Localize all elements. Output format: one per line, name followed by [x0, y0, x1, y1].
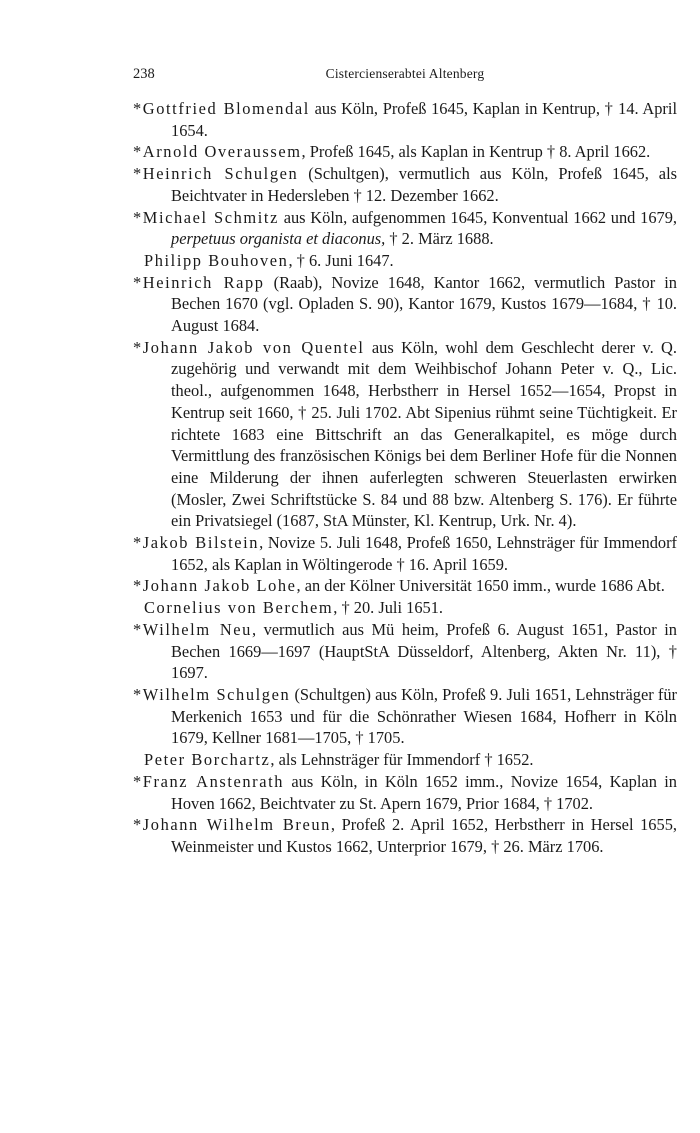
entry-text: aus Köln, aufgenommen 1645, Konventual 1662 und 1679,	[278, 207, 677, 227]
entry-text: , † 20. Juli 1651.	[333, 598, 444, 618]
entry-text: (Raab), Novize 1648, Kantor 1662, vermutlich Pastor in Bechen 1670 (vgl. Opladen S. 90), Kantor 1679, Kustos 1679—1684, † 10. August 1684.	[171, 272, 677, 336]
entry-name: *Johann Wilhelm Breun	[133, 815, 331, 835]
entry	[133, 771, 677, 814]
page-number: 238	[133, 66, 155, 82]
entry-text: , Profeß 1645, als Kaplan in Kentrup † 8. April 1662.	[301, 142, 651, 162]
page-header	[133, 66, 677, 86]
entry-name: *Gottfried Blomendal	[133, 99, 310, 118]
entry-text: , Profeß 2. April 1652, Herbstherr in Hersel 1655, Weinmeister und Kustos 1662, Unterprior 1679, † 26. März 1706.	[171, 815, 677, 856]
entry	[133, 163, 677, 206]
entry	[133, 575, 677, 597]
entry-text: , Novize 5. Juli 1648, Profeß 1650, Lehnsträger für Immendorf 1652, als Kaplan in Wöltingerode † 16. April 1659.	[171, 533, 677, 574]
entry-text: aus Köln, Profeß 1645, Kaplan in Kentrup, † 14. April 1654.	[171, 99, 677, 140]
entry	[133, 684, 677, 749]
running-title: Cistercienserabtei Altenberg	[325, 66, 485, 81]
entry-italic-text: perpetuus organista et diaconus,	[171, 229, 386, 249]
entry-name: *Heinrich Rapp	[133, 272, 265, 292]
entry-name: *Wilhelm Neu	[133, 619, 252, 639]
entry-text: (Schultgen), vermutlich aus Köln, Profeß 1645, als Beichtvater in Hedersleben † 12. Dezember 1662.	[171, 164, 677, 205]
entry	[133, 141, 677, 163]
entry	[133, 532, 677, 575]
entry	[133, 98, 677, 141]
entry-name: *Heinrich Schulgen	[133, 164, 299, 184]
entry	[133, 250, 677, 272]
entry-name: Cornelius von Berchem	[144, 598, 334, 618]
entry-text: aus Köln, in Köln 1652 imm., Novize 1654, Kaplan in Hoven 1662, Beichtvater zu St. Apern 1679, Prior 1684, † 1702.	[171, 771, 677, 813]
entry	[133, 337, 677, 532]
entry-text: (Schultgen) aus Köln, Profeß 9. Juli 1651, Lehnsträger für Merkenich 1653 und für die Schönrather Wiesen 1684, Hofherr in Köln 1679, Kellner 1681—1705, † 1705.	[171, 684, 677, 748]
entry-name: *Jakob Bilstein	[133, 533, 260, 553]
entry-text: , † 6. Juni 1647.	[288, 250, 394, 270]
entry	[133, 597, 677, 619]
entry-name: *Michael Schmitz	[133, 207, 279, 227]
entry-name: *Johann Jakob von Quentel	[133, 337, 365, 357]
entry-text: , an der Kölner Universität 1650 imm., wurde 1686 Abt.	[296, 576, 665, 596]
entry-text: , vermutlich aus Mü heim, Profeß 6. August 1651, Pastor in Bechen 1669—1697 (HauptStA Düsseldorf, Altenberg, Akten Nr. 11), † 1697.	[171, 619, 677, 683]
entry-name: *Wilhelm Schulgen	[133, 684, 291, 704]
monk-entries	[133, 98, 677, 858]
entry-name: *Arnold Overaussem	[133, 142, 302, 162]
entry-name: *Franz Anstenrath	[133, 771, 285, 791]
entry	[133, 207, 677, 250]
entry-text-continued: † 2. März 1688.	[385, 229, 494, 249]
entry-text: , als Lehnsträger für Immendorf † 1652.	[270, 750, 534, 770]
entry-name: Philipp Bouhoven	[144, 250, 289, 270]
entry-text: aus Köln, wohl dem Geschlecht derer v. Q. zugehörig und verwandt mit dem Weihbischof Johann Peter v. Q., Lic. theol., aufgenommen 1648, Herbstherr in Hersel 1652—1654, Propst in Kentrup seit 1660, † 25. Juli 1702. Abt Sipenius rühmt seine Tüchtigkeit. Er richtete 1683 eine Bittschrift an das Generalkapitel, es möge durch Vermittlung des französischen Königs bei dem Berliner Hofe für die Nonnen eine Milderung der ihnen auferlegten schweren Steuerlasten erwirken (Mosler, Zwei Schriftstücke S. 84 und 88 bzw. Altenberg S. 176). Er führte ein Privatsiegel (1687, StA Münster, Kl. Kentrup, Urk. Nr. 4).	[171, 337, 677, 531]
entry-name: *Johann Jakob Lohe	[133, 576, 297, 596]
entry	[133, 814, 677, 857]
entry-name: Peter Borchartz	[144, 750, 271, 770]
entry	[133, 619, 677, 684]
entry	[133, 749, 677, 771]
entry	[133, 272, 677, 337]
